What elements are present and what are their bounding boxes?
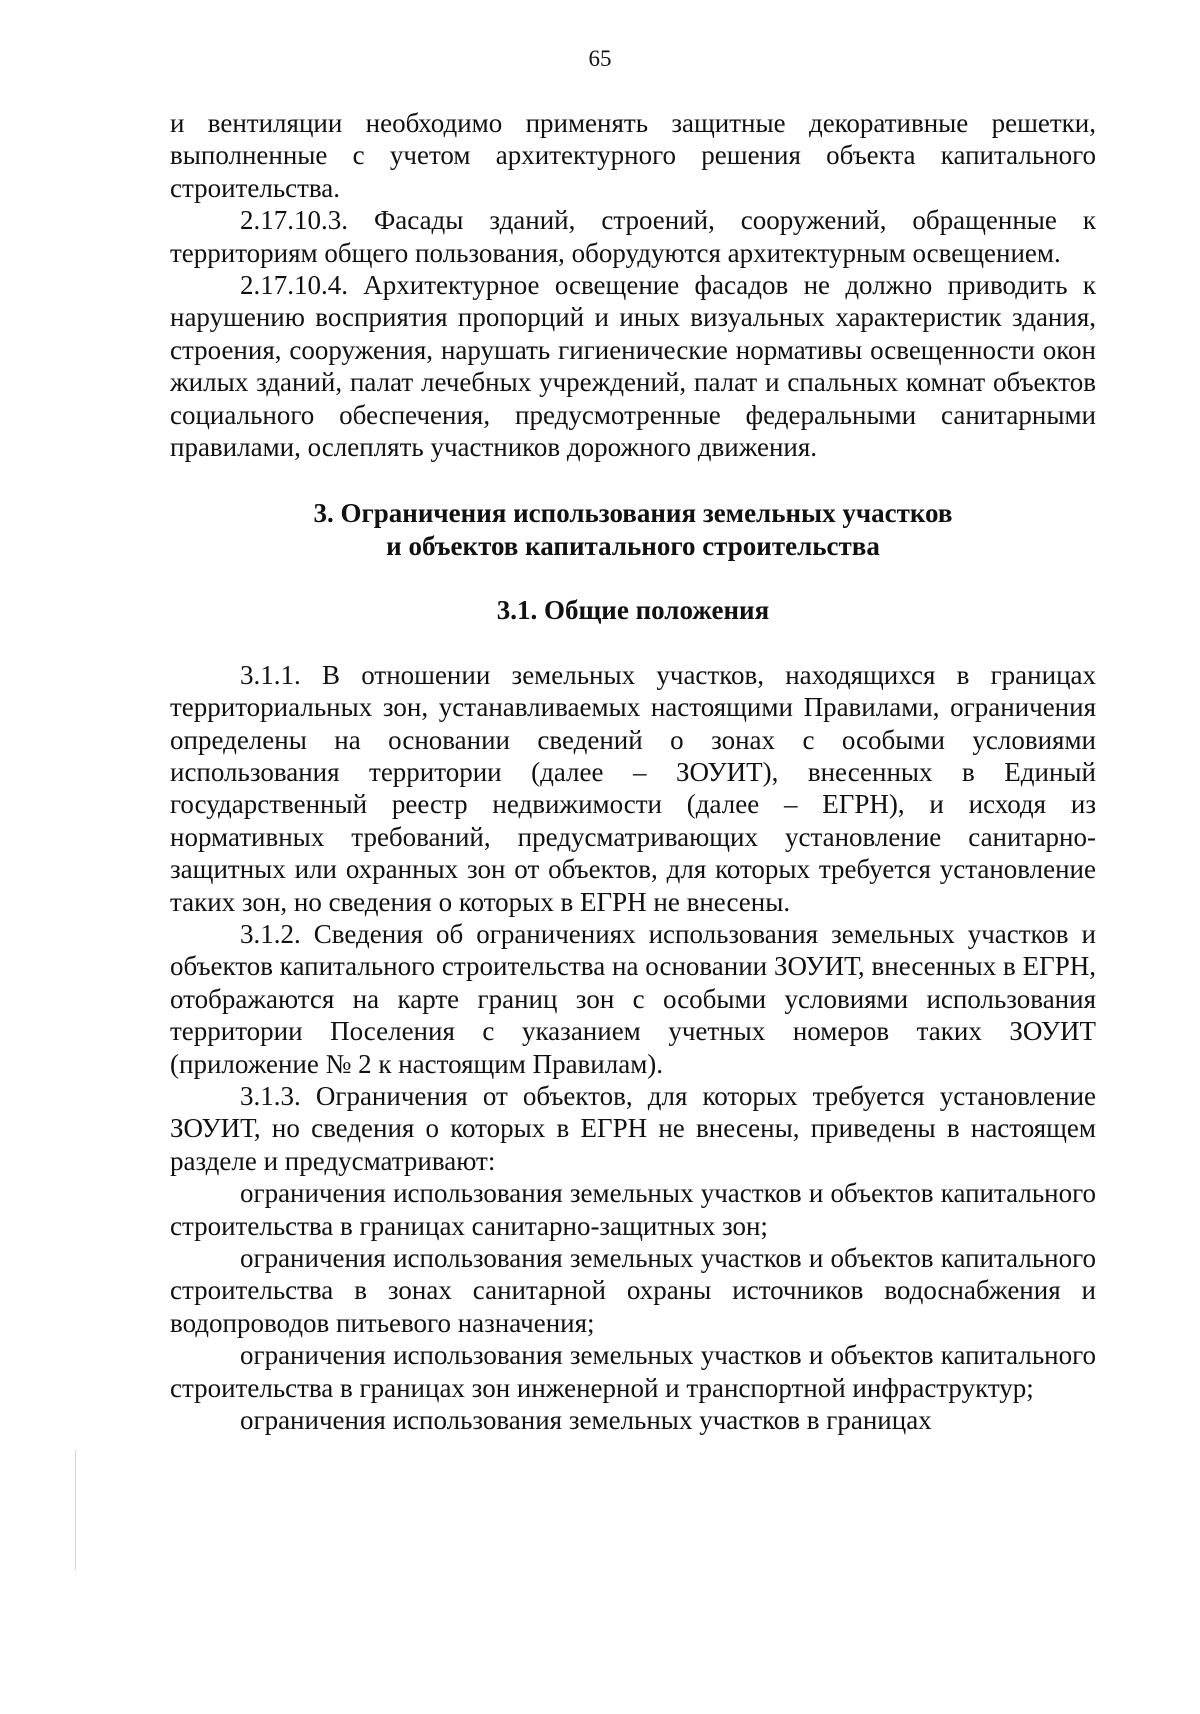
paragraphs-top bbox=[170, 107, 1096, 463]
subsection-title: 3.1. Общие положения bbox=[496, 595, 770, 626]
paragraph: 3.1.2. Сведения об ограничениях использования земельных участков и объектов капитального строительства на основании ЗОУИТ, внесенных в ЕГРН, отображаются на карте границ зон с особыми условиями использования территории Поселения с указанием учетных номеров таких ЗОУИТ (приложение № 2 к настоящим Правилам). bbox=[170, 918, 1096, 1079]
paragraph: 2.17.10.3. Фасады зданий, строений, сооружений, обращенные к территориям общего пользования, оборудуются архитектурным освещением. bbox=[170, 205, 1096, 268]
section-title bbox=[170, 497, 1096, 562]
document-body bbox=[170, 107, 1096, 1436]
section-title-line-1: 3. Ограничения использования земельных участков bbox=[313, 498, 953, 529]
paragraph: ограничения использования земельных участков в границах bbox=[240, 1405, 932, 1436]
paragraph: ограничения использования земельных участков и объектов капитального строительства в зонах санитарной охраны источников водоснабжения и водопроводов питьевого назначения; bbox=[170, 1243, 1096, 1338]
scan-mark bbox=[75, 1450, 76, 1570]
paragraph: 2.17.10.4. Архитектурное освещение фасадов не должно приводить к нарушению восприятия пропорций и иных визуальных характеристик здания, строения, сооружения, нарушать гигиенические нормативы освещенности окон жилых зданий, палат лечебных учреждений, палат и спальных комнат объектов социального обеспечения, предусмотренные федеральными санитарными правилами, ослеплять участников дорожного движения. bbox=[170, 270, 1096, 463]
page-number: 65 bbox=[588, 46, 612, 71]
section-title-line-2: и объектов капитального строительства bbox=[386, 530, 880, 561]
paragraph: 3.1.3. Ограничения от объектов, для которых требуется установление ЗОУИТ, но сведения о которых в ЕГРН не внесены, приведены в настоящем разделе и предусматривают: bbox=[170, 1080, 1096, 1176]
paragraphs-bottom bbox=[170, 659, 1096, 1437]
paragraph: 3.1.1. В отношении земельных участков, находящихся в границах территориальных зон, устанавливаемых настоящими Правилами, ограничения определены на основании сведений о зонах с особыми условиями использования территории (далее – ЗОУИТ), внесенных в Единый государственный реестр недвижимости (далее – ЕГРН), и исходя из нормативных требований, предусматривающих установление санитарно-защитных или охранных зон от объектов, для которых требуется установление таких зон, но сведения о которых в ЕГРН не внесены. bbox=[170, 659, 1096, 917]
paragraph: и вентиляции необходимо применять защитные декоративные решетки, выполненные с учетом архитектурного решения объекта капитального строительства. bbox=[170, 108, 1096, 203]
paragraph: ограничения использования земельных участков и объектов капитального строительства в границах зон инженерной и транспортной инфраструктур; bbox=[170, 1340, 1096, 1403]
paragraph: ограничения использования земельных участков и объектов капитального строительства в границах санитарно-защитных зон; bbox=[170, 1178, 1096, 1241]
